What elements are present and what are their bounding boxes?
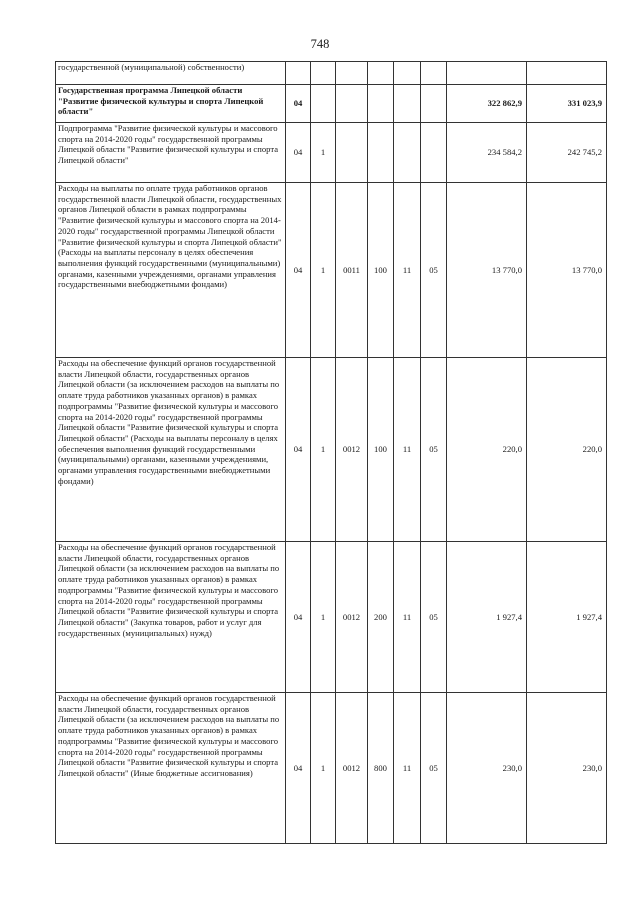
row-sum-second (527, 62, 607, 85)
row-subprogram: 1 (311, 542, 336, 693)
row-sum-second: 13 770,0 (527, 183, 607, 358)
row-grbs: 04 (286, 123, 311, 183)
row-sum-first: 322 862,9 (447, 85, 527, 123)
row-subsection: 05 (421, 358, 447, 542)
row-grbs: 04 (286, 358, 311, 542)
row-sum-first (447, 62, 527, 85)
row-subprogram: 1 (311, 123, 336, 183)
row-section (394, 85, 421, 123)
row-subsection: 05 (421, 542, 447, 693)
row-section: 11 (394, 358, 421, 542)
row-grbs: 04 (286, 183, 311, 358)
row-expense-type (368, 123, 394, 183)
row-code: 0011 (336, 183, 368, 358)
row-sum-second: 220,0 (527, 358, 607, 542)
row-expense-type (368, 85, 394, 123)
row-subsection: 05 (421, 183, 447, 358)
row-code: 0012 (336, 358, 368, 542)
row-expense-type: 200 (368, 542, 394, 693)
row-section: 11 (394, 693, 421, 844)
row-description: Расходы на обеспечение функций органов государственной власти Липецкой области, государственных органов Липецкой области (за исключением расходов на выплаты по оплате труда работников указанных органов) в рамках подпрограммы "Развитие физической культуры и массового спорта на 2014-2020 годы" государственной программы Липецкой области "Развитие физической культуры и спорта Липецкой области" (Иные бюджетные ассигнования) (56, 693, 286, 844)
row-expense-type: 800 (368, 693, 394, 844)
row-code: 0012 (336, 542, 368, 693)
row-expense-type: 100 (368, 358, 394, 542)
row-description: Подпрограмма "Развитие физической культуры и массового спорта на 2014-2020 годы" государственной программы Липецкой области "Развитие физической культуры и спорта Липецкой области" (56, 123, 286, 183)
row-sum-first: 234 584,2 (447, 123, 527, 183)
row-description: Расходы на обеспечение функций органов государственной власти Липецкой области, государственных органов Липецкой области (за исключением расходов на выплаты по оплате труда работников указанных органов) в рамках подпрограммы "Развитие физической культуры и массового спорта на 2014-2020 годы" государственной программы Липецкой области "Развитие физической культуры и спорта Липецкой области" (Закупка товаров, работ и услуг для государственных (муниципальных) нужд) (56, 542, 286, 693)
row-code (336, 85, 368, 123)
row-description: государственной (муниципальной) собственности) (56, 62, 286, 85)
row-grbs: 04 (286, 542, 311, 693)
row-expense-type (368, 62, 394, 85)
row-subprogram: 1 (311, 358, 336, 542)
table-row (56, 85, 607, 123)
row-sum-first: 220,0 (447, 358, 527, 542)
row-grbs: 04 (286, 693, 311, 844)
row-code (336, 62, 368, 85)
table-row (56, 358, 607, 542)
table-row (56, 62, 607, 85)
row-subsection: 05 (421, 693, 447, 844)
table-row (56, 183, 607, 358)
row-sum-second: 1 927,4 (527, 542, 607, 693)
page-number: 748 (310, 37, 330, 51)
row-description: Государственная программа Липецкой области "Развитие физической культуры и спорта Липецкой области" (56, 85, 286, 123)
row-subsection (421, 62, 447, 85)
row-description: Расходы на обеспечение функций органов государственной власти Липецкой области, государственных органов Липецкой области (за исключением расходов на выплаты по оплате труда работников указанных органов) в рамках подпрограммы "Развитие физической культуры и массового спорта на 2014-2020 годы" государственной программы Липецкой области "Развитие физической культуры и спорта Липецкой области" (Расходы на выплаты персоналу в целях обеспечения выполнения функций государственными (муниципальными) органами, казенными учреждениями, органами управления государственными внебюджетными фондами) (56, 358, 286, 542)
row-section: 11 (394, 542, 421, 693)
table-row (56, 693, 607, 844)
row-sum-second: 331 023,9 (527, 85, 607, 123)
row-expense-type: 100 (368, 183, 394, 358)
row-subsection (421, 123, 447, 183)
row-subsection (421, 85, 447, 123)
row-subprogram: 1 (311, 183, 336, 358)
row-description: Расходы на выплаты по оплате труда работников органов государственной власти Липецкой области, государственных органов Липецкой области в рамках подпрограммы "Развитие физической культуры и массового спорта на 2014-2020 годы" государственной программы Липецкой области "Развитие физической культуры и спорта Липецкой области" (Расходы на выплаты персоналу в целях обеспечения выполнения функций государственными (муниципальными) органами, казенными учреждениями, органами управления государственными внебюджетными фондами) (56, 183, 286, 358)
budget-table (55, 61, 607, 844)
row-grbs: 04 (286, 85, 311, 123)
row-section (394, 62, 421, 85)
row-sum-second: 242 745,2 (527, 123, 607, 183)
budget-table-body (56, 62, 607, 844)
row-grbs (286, 62, 311, 85)
row-code: 0012 (336, 693, 368, 844)
row-sum-second: 230,0 (527, 693, 607, 844)
row-subprogram (311, 85, 336, 123)
row-subprogram: 1 (311, 693, 336, 844)
row-sum-first: 230,0 (447, 693, 527, 844)
row-section: 11 (394, 183, 421, 358)
row-sum-first: 1 927,4 (447, 542, 527, 693)
table-row (56, 123, 607, 183)
row-code (336, 123, 368, 183)
row-sum-first: 13 770,0 (447, 183, 527, 358)
row-section (394, 123, 421, 183)
table-row (56, 542, 607, 693)
row-subprogram (311, 62, 336, 85)
